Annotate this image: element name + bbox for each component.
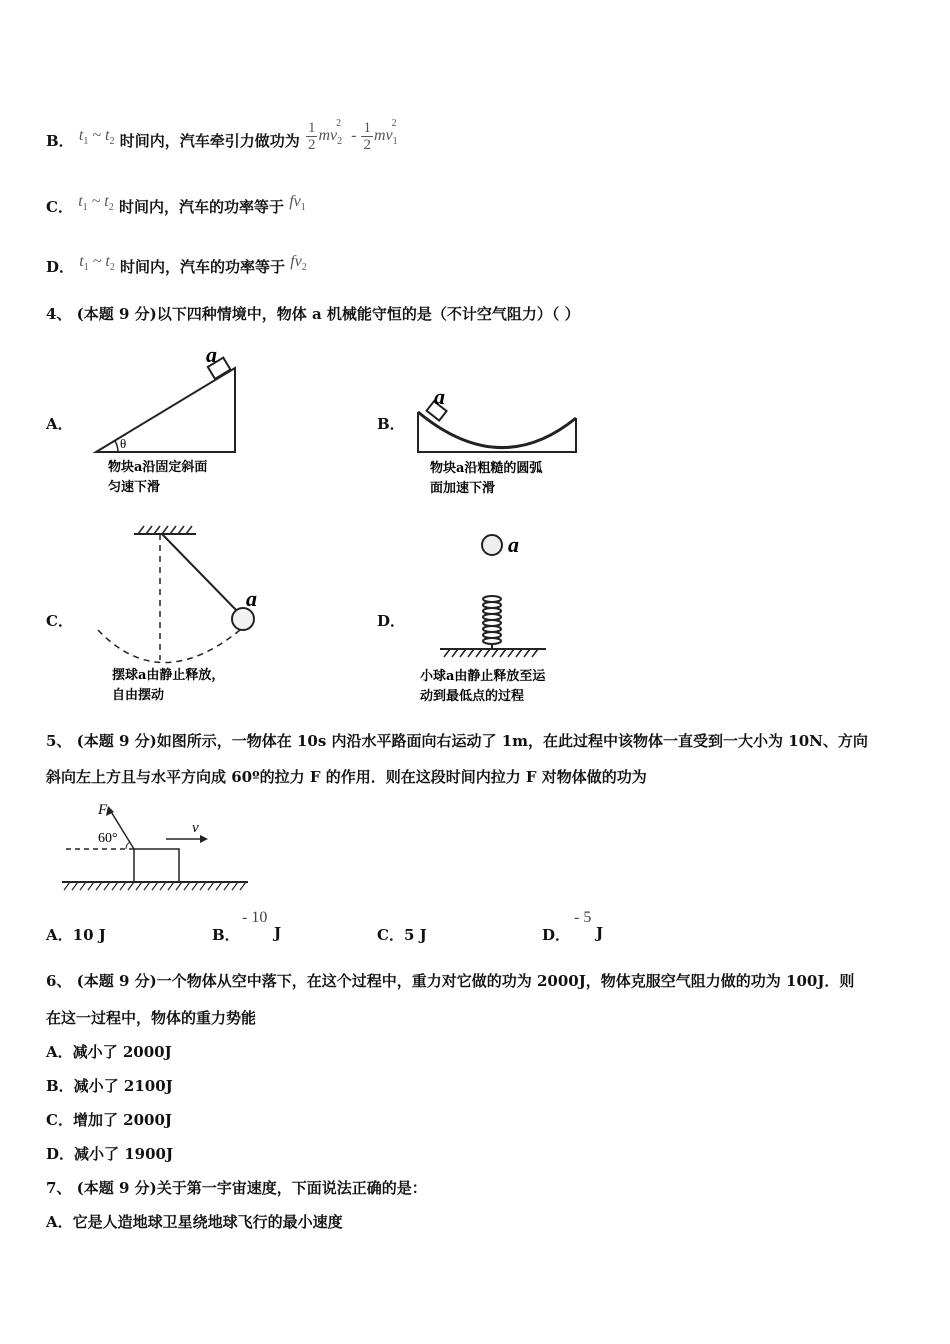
pendulum-string bbox=[162, 534, 238, 612]
spring-figure bbox=[410, 525, 600, 710]
q4-option-c-label: C． bbox=[46, 612, 73, 630]
ground-hatching bbox=[64, 882, 246, 890]
q4-option-d-label: D． bbox=[377, 612, 406, 630]
q4-option-a-label: A． bbox=[46, 415, 73, 433]
q6-option-a: A．减小了 2000J bbox=[46, 1043, 172, 1061]
caption-line2: 动到最低点的过程 bbox=[420, 689, 525, 704]
q6-option-d: D．减小了 1900J bbox=[46, 1145, 174, 1163]
angle-arc bbox=[126, 842, 130, 849]
option-text: 时间内，汽车的功率等于 bbox=[118, 198, 284, 216]
q7-option-a: A．它是人造地球卫星绕地球飞行的最小速度 bbox=[46, 1213, 343, 1231]
object-a-label: a bbox=[246, 586, 257, 611]
ball-a bbox=[482, 535, 502, 555]
object-a-label: a bbox=[434, 384, 445, 409]
force-label: F bbox=[98, 802, 108, 818]
velocity-label: v bbox=[192, 820, 199, 836]
q5-option-d-unit: J bbox=[596, 924, 604, 942]
angle-theta-label: θ bbox=[120, 436, 127, 451]
caption-line1: 小球a由静止释放至运 bbox=[420, 669, 546, 684]
pendulum-figure bbox=[90, 520, 280, 710]
q5-stem-line1: 5、 (本题 9 分)如图所示，一物体在 10s 内沿水平路面向右运动了 1m，在此过程中该物体一直受到一大小为 10N、方向 bbox=[46, 732, 868, 750]
q6-stem-line2: 在这一过程中，物体的重力势能 bbox=[46, 1009, 257, 1027]
incline-triangle bbox=[96, 368, 235, 452]
q5-stem-line2: 斜向左上方且与水平方向成 60º的拉力 F 的作用．则在这段时间内拉力 F 对物体做的功为 bbox=[46, 768, 647, 786]
q5-option-d-value: - 5 bbox=[574, 909, 592, 926]
q6-option-c: C．增加了 2000J bbox=[46, 1111, 173, 1129]
q5-option-b: B． bbox=[212, 926, 240, 944]
q3-option-d bbox=[46, 253, 307, 279]
option-text: 时间内，汽车的功率等于 bbox=[120, 258, 286, 276]
q4-option-b-label: B． bbox=[377, 415, 405, 433]
object-a-label: a bbox=[508, 532, 519, 557]
incline-figure bbox=[90, 340, 250, 510]
time-interval: $t_1$ ~ $t_2$ bbox=[78, 193, 114, 214]
option-label: D． bbox=[46, 258, 75, 276]
force-figure bbox=[60, 800, 260, 895]
q3-option-b bbox=[46, 117, 403, 159]
angle-arc bbox=[115, 441, 118, 452]
caption-line1: 物块a沿固定斜面 bbox=[108, 460, 208, 475]
time-interval: $t_1$ ~ $t_2$ bbox=[78, 127, 115, 148]
spring-coil bbox=[483, 596, 501, 644]
q5-option-d: D． bbox=[542, 926, 571, 944]
block bbox=[134, 849, 179, 882]
q5-option-b-unit: J bbox=[274, 924, 282, 942]
angle-label: 60° bbox=[98, 831, 118, 846]
time-interval: $t_1$ ~ $t_2$ bbox=[79, 253, 115, 274]
q5-option-c: C．5 J bbox=[377, 926, 427, 944]
support-hatching bbox=[138, 526, 192, 534]
q5-option-b-value: - 10 bbox=[242, 909, 268, 926]
option-text: 时间内，汽车牵引力做功为 bbox=[119, 132, 300, 151]
caption-line2: 匀速下滑 bbox=[108, 480, 161, 495]
q5-option-a: A．10 J bbox=[46, 926, 106, 944]
caption-line2: 自由摆动 bbox=[112, 688, 165, 703]
swing-path bbox=[98, 630, 240, 663]
q3-option-c bbox=[46, 193, 306, 219]
ground-hatching bbox=[444, 649, 538, 657]
object-a-label: a bbox=[206, 342, 217, 367]
caption-line1: 物块a沿粗糙的圆弧 bbox=[430, 461, 543, 476]
option-label: B． bbox=[46, 132, 74, 151]
caption-line2: 面加速下滑 bbox=[430, 481, 496, 496]
power-expression: $fv_2$ bbox=[290, 253, 307, 274]
velocity-arrowhead bbox=[200, 835, 208, 843]
q6-stem-line1: 6、 (本题 9 分)一个物体从空中落下，在这个过程中，重力对它做的功为 2000J，物体克服空气阻力做的功为 100J．则 bbox=[46, 972, 855, 990]
power-expression: $fv_1$ bbox=[289, 193, 306, 214]
arc-figure bbox=[410, 380, 590, 510]
q7-stem: 7、 (本题 9 分)关于第一宇宙速度，下面说法正确的是： bbox=[46, 1179, 427, 1197]
work-expression: $\frac{1}{2}$ $mv_2^2$ - $\frac{1}{2}$ $mv_1^2$ bbox=[307, 117, 398, 153]
q4-stem: 4、 (本题 9 分)以下四种情境中，物体 a 机械能守恒的是（不计空气阻力）（ ） bbox=[46, 305, 580, 323]
pendulum-ball-a bbox=[232, 608, 254, 630]
option-label: C． bbox=[46, 198, 73, 216]
caption-line1: 摆球a由静止释放， bbox=[112, 668, 225, 683]
q6-option-b: B．减小了 2100J bbox=[46, 1077, 173, 1095]
